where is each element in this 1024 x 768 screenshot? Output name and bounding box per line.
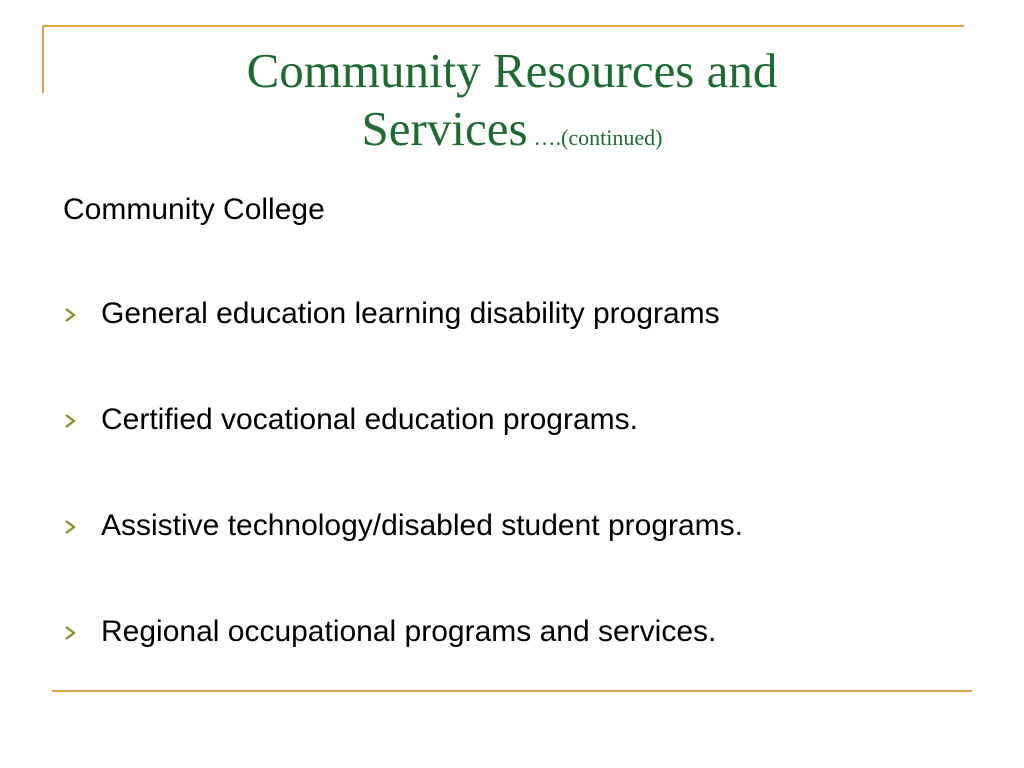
- arrow-bullet-icon: [63, 519, 77, 535]
- arrow-bullet-icon: [63, 307, 77, 323]
- title-continued-suffix: ….(continued): [533, 125, 663, 150]
- title-line-2-text: Services: [361, 101, 528, 156]
- title-line-2: [0, 100, 1024, 167]
- bullet-text: Certified vocational education programs.: [101, 403, 638, 436]
- top-rule: [42, 25, 964, 27]
- section-heading: Community College: [63, 193, 325, 226]
- slide-title: [0, 42, 1024, 167]
- arrow-bullet-icon: [63, 413, 77, 429]
- title-line-1: Community Resources and: [246, 43, 778, 98]
- arrow-bullet-icon: [63, 625, 77, 641]
- bottom-rule: [52, 690, 972, 692]
- bullet-text: General education learning disability programs: [101, 297, 720, 330]
- bullet-text: Regional occupational programs and services.: [101, 615, 717, 648]
- bullet-text: Assistive technology/disabled student programs.: [101, 509, 744, 542]
